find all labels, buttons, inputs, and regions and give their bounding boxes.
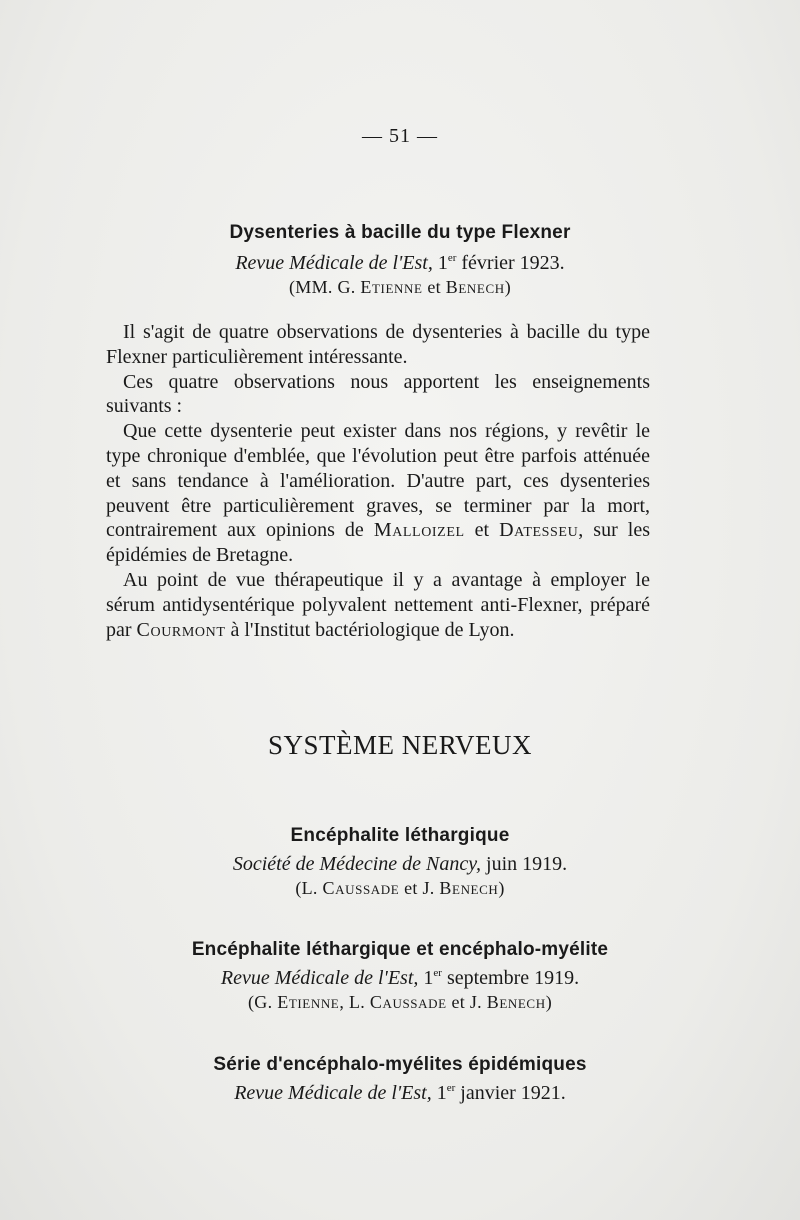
author-name: Caussade [369, 992, 447, 1012]
author-name: Benech [486, 992, 546, 1012]
entry-title: Encéphalite léthargique [290, 825, 510, 846]
entry-title: Encéphalite léthargique et encéphalo-myélite [191, 939, 609, 960]
abstract-paragraph: Ces quatre observations nous apportent les enseignements suivants : [106, 370, 650, 418]
section-title: SYSTÈME NERVEUX [267, 730, 533, 760]
date-superscript: er [446, 1082, 456, 1094]
entry-reference [0, 853, 800, 876]
entry-reference [0, 1082, 800, 1105]
abstract-text: à l'Institut bactériologique de Lyon. [230, 618, 515, 641]
date: juin 1919. [486, 853, 568, 875]
date-rest: janvier 1921. [460, 1082, 566, 1104]
journal-name: Revue Médicale de l'Est, [234, 1082, 432, 1104]
cited-author: Malloizel [373, 519, 465, 542]
entry-reference [0, 252, 800, 275]
page-number: — 51 — [362, 125, 438, 147]
authors-suffix: ) [498, 878, 505, 898]
abstract-text: Au point de vue thérapeutique il y a avantage à employer le sérum antidysentérique polyvalent nettement anti-Flexner, préparé par [106, 568, 650, 641]
author-name: Etienne [360, 277, 423, 297]
date-day: 1 [423, 967, 434, 989]
author-name: Etienne [277, 992, 340, 1012]
entry-authors [0, 992, 800, 1013]
author-name: Caussade [322, 878, 400, 898]
journal-name: Société de Médecine de Nancy, [232, 853, 482, 875]
date-day: 1 [437, 252, 448, 274]
cited-author: Courmont [136, 618, 226, 641]
authors-join: , L. [339, 992, 366, 1012]
date-rest: février 1923. [461, 252, 565, 274]
entry-title: Série d'encéphalo-myélites épidémiques [213, 1054, 587, 1075]
abstract-text: , sur les épidémies de Bretagne. [106, 519, 650, 567]
authors-join: et J. [451, 992, 482, 1012]
abstract-text: et [474, 519, 490, 542]
authors-join: et J. [404, 878, 435, 898]
author-name: Benech [439, 878, 499, 898]
date-day: 1 [436, 1082, 447, 1104]
entry-abstract [106, 320, 650, 642]
authors-join: et [427, 277, 441, 297]
date-superscript: er [447, 252, 457, 264]
abstract-paragraph [106, 568, 650, 642]
entry-title: Dysenteries à bacille du type Flexner [229, 222, 571, 243]
abstract-paragraph [106, 419, 650, 568]
authors-prefix: (G. [248, 992, 273, 1012]
entry-reference [0, 967, 800, 990]
authors-suffix: ) [545, 992, 552, 1012]
journal-name: Revue Médicale de l'Est, [235, 252, 433, 274]
date-superscript: er [433, 967, 442, 979]
author-name: Benech [445, 277, 505, 297]
entry-authors [0, 878, 800, 899]
journal-name: Revue Médicale de l'Est, [220, 967, 419, 989]
entry-authors [0, 277, 800, 298]
authors-suffix: ) [504, 277, 511, 297]
date-rest: septembre 1919. [446, 967, 580, 989]
authors-prefix: (MM. G. [289, 277, 356, 297]
abstract-paragraph: Il s'agit de quatre observations de dysenteries à bacille du type Flexner particulièrement intéressante. [106, 321, 650, 368]
authors-prefix: (L. [295, 878, 318, 898]
cited-author: Datesseu [499, 519, 579, 542]
abstract-text: Que cette dysenterie peut exister dans nos régions, y revêtir le type chronique d'emblée, que l'évolution peut être parfois atténuée et sans tendance à l'amélioration. D'autre part, ces dysenteries peuvent être particulièrement graves, se terminer par la mort, contrairement aux opinions de [106, 420, 650, 542]
